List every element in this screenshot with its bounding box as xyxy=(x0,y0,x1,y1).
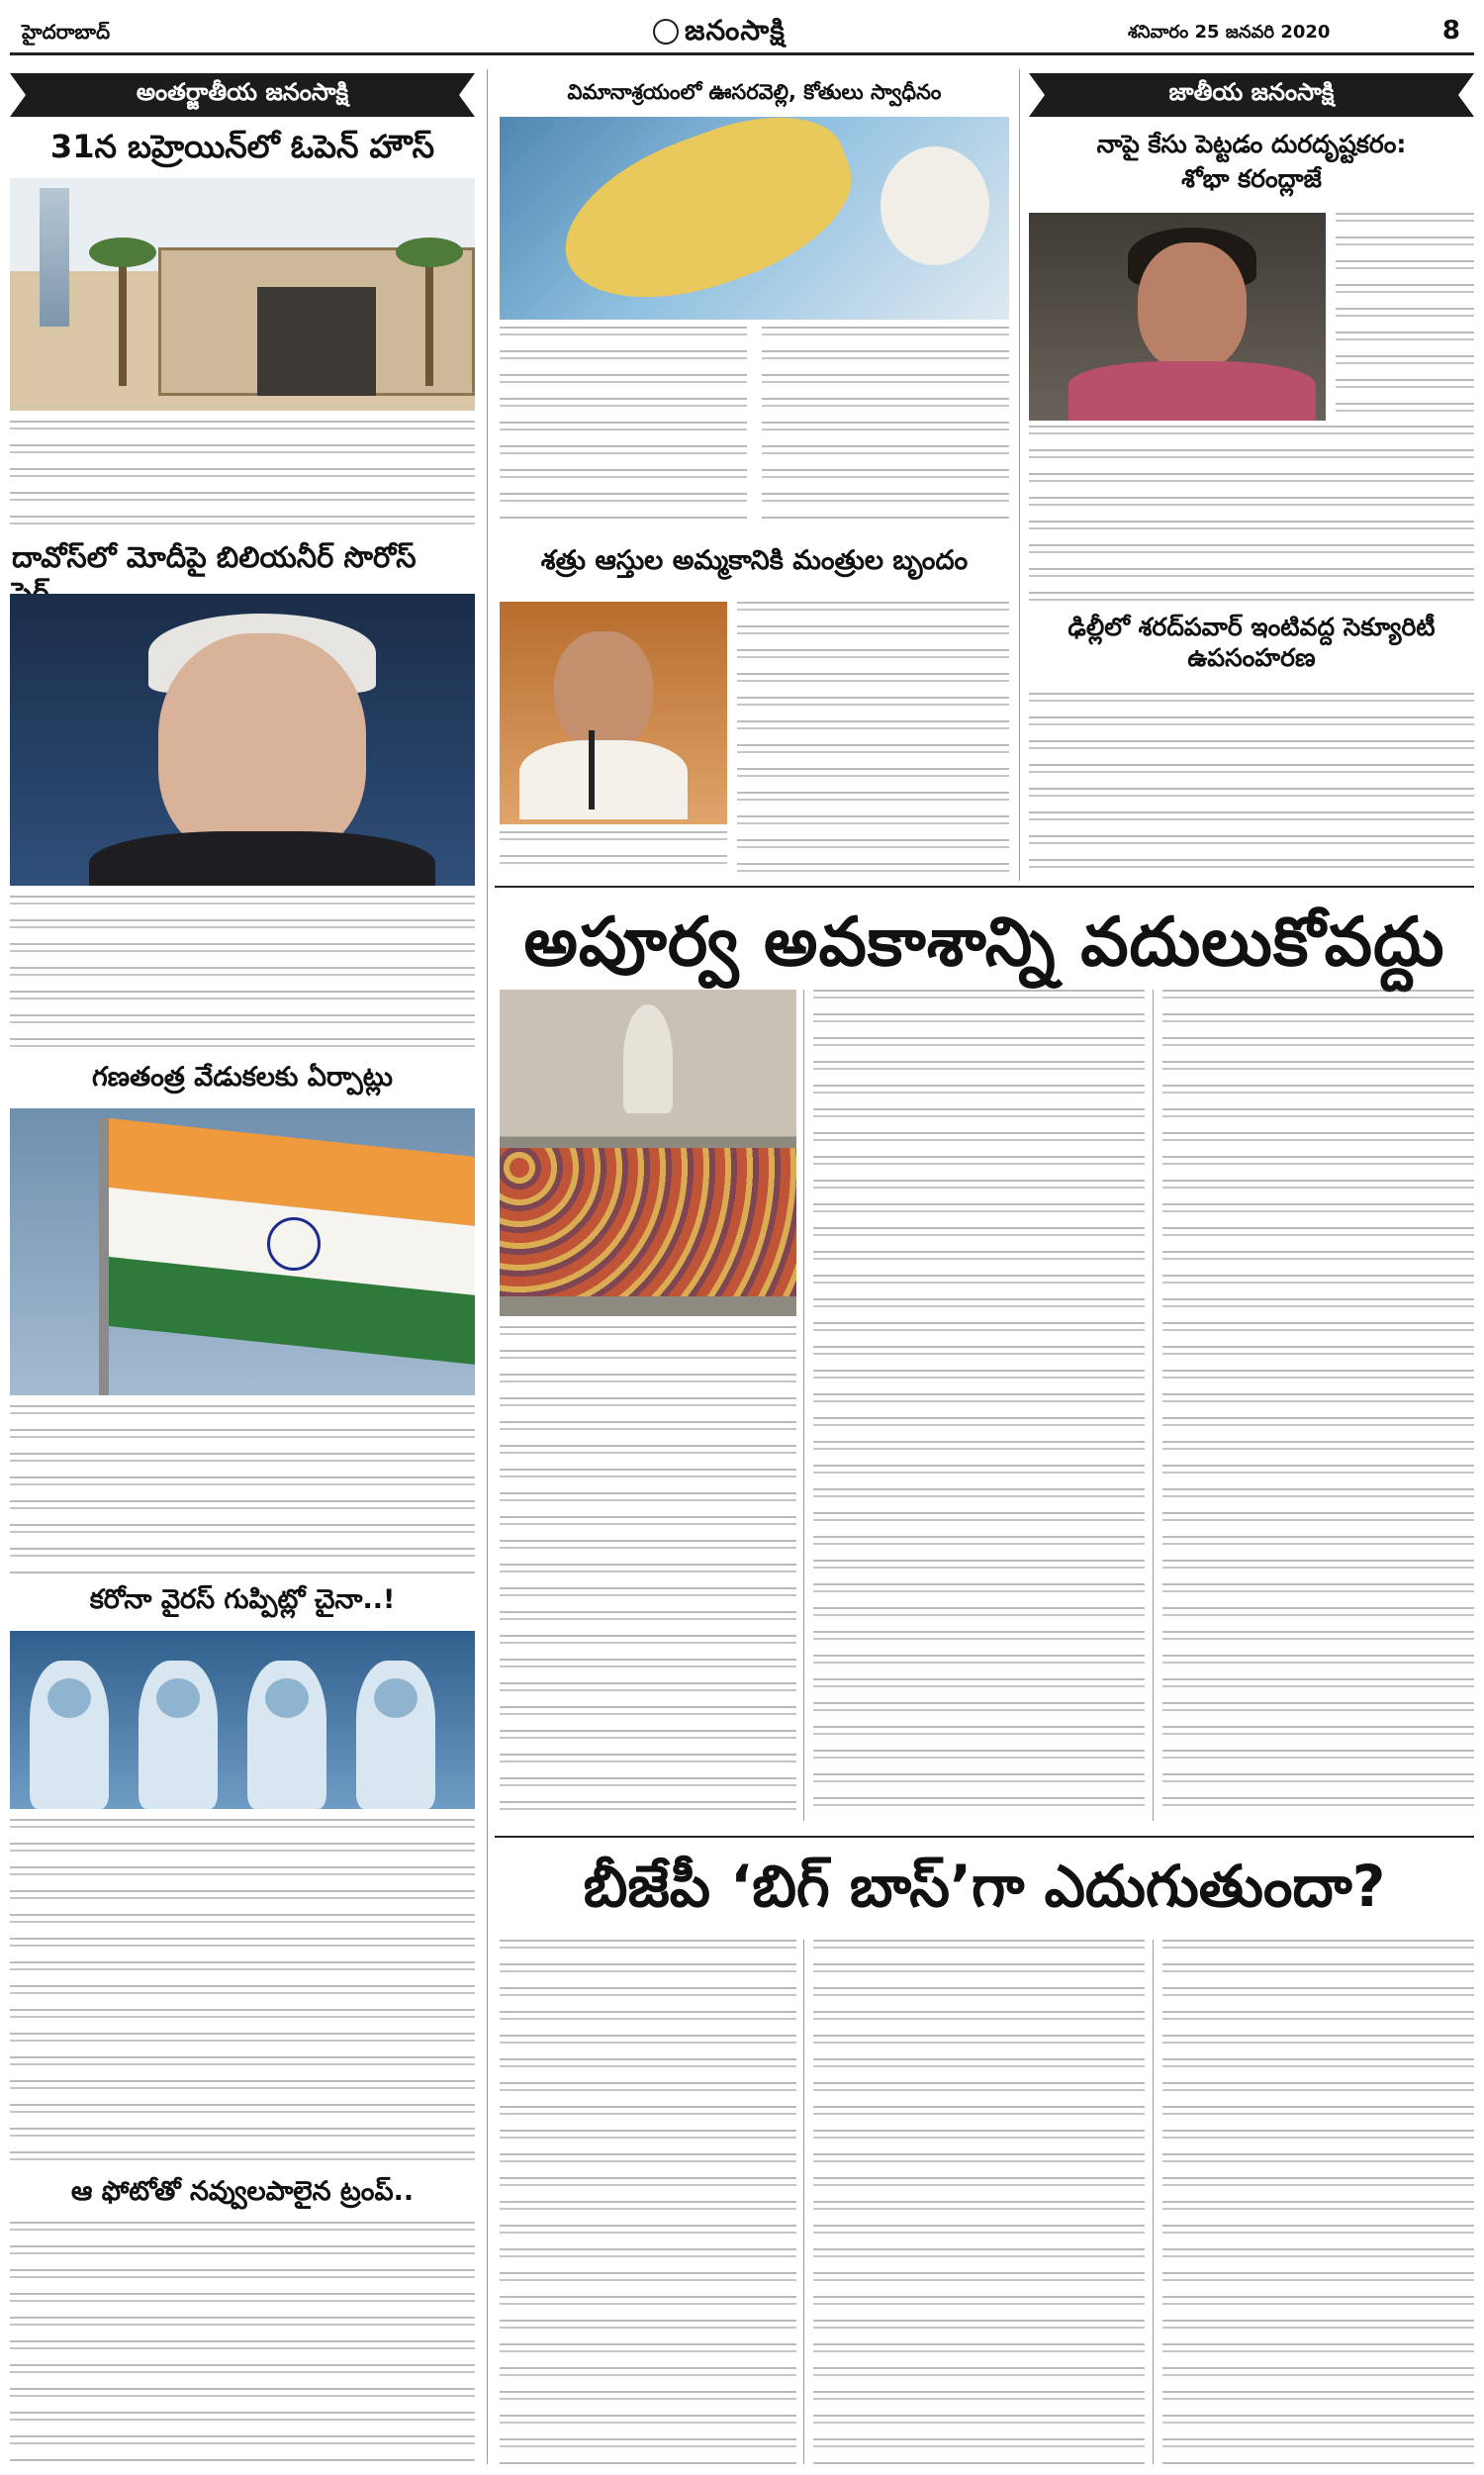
article-body xyxy=(813,1940,1145,2464)
headline-enemy-property: శత్రు ఆస్తుల అమ్మకానికి మంత్రుల బృందం xyxy=(540,545,969,576)
column-divider xyxy=(803,990,804,1821)
photo-amit-shah xyxy=(500,602,727,824)
headline-republic-day: గణతంత్ర వేడుకలకు ఏర్పాట్లు xyxy=(92,1062,393,1093)
edition-date: శనివారం 25 జనవరి 2020 xyxy=(1128,22,1331,43)
photo-iguana-monkey xyxy=(500,117,1009,320)
article-body xyxy=(10,2222,475,2464)
column-divider xyxy=(1153,990,1154,1821)
masthead xyxy=(653,14,786,53)
headline-sharad-pawar-security: ఢిల్లీలో శరద్‌పవార్‌ ఇంటివద్ద సెక్యూరిటీ ఉపసంహరణ xyxy=(1067,613,1436,673)
column-divider xyxy=(803,1940,804,2464)
ashoka-chakra-icon xyxy=(267,1217,321,1271)
headline-bjp-big-boss: బీజేపీ ‘బిగ్‌ బాస్‌’గా ఎదుగుతుందా? xyxy=(583,1853,1386,1920)
page-header xyxy=(10,10,1474,55)
section-label-text: అంతర్జాతీయ జనంసాక్షి xyxy=(136,78,349,106)
microphone-icon xyxy=(589,730,595,809)
article-body xyxy=(10,896,475,1049)
section-label-international xyxy=(10,73,475,117)
column-divider xyxy=(487,69,488,2464)
section-label-national xyxy=(1029,73,1474,117)
headline-davos-soros: దావోస్‌లో మోదీపై బిలియనీర్‌ సొరోస్‌ xyxy=(12,540,417,574)
section-label-text: జాతీయ జనంసాక్షి xyxy=(1168,78,1335,106)
article-body xyxy=(1162,990,1474,1821)
page-number: 8 xyxy=(1441,16,1460,46)
article-body xyxy=(500,831,727,879)
section-rule xyxy=(495,1836,1474,1838)
headline-airport-iguana: విమానాశ్రయంలో ఊసరవెల్లి, కోతులు స్వాధీనం xyxy=(567,80,942,104)
photo-george-soros xyxy=(10,594,475,886)
article-body xyxy=(10,1819,475,2165)
article-body xyxy=(10,1405,475,1573)
article-body xyxy=(500,327,747,520)
photo-amaravati-protest xyxy=(500,990,796,1316)
edition-city: హైదరాబాద్ xyxy=(22,20,111,44)
headline-trump-photo: ఆ ఫోటోతో నవ్వులపాలైన ట్రంప్‌.. xyxy=(70,2176,415,2207)
article-body xyxy=(1029,693,1474,879)
article-body xyxy=(1029,426,1474,604)
headline-lead: అపూర్వ అవకాశాన్ని వదులుకోవద్దు xyxy=(523,904,1445,982)
article-body xyxy=(1336,213,1474,421)
masthead-title: జనంసాక్షి xyxy=(685,14,786,47)
section-rule xyxy=(495,886,1474,888)
article-body xyxy=(10,421,475,531)
headline-shobha-name: శోభా కరంద్లాజే xyxy=(1181,164,1322,193)
masthead-logo-icon xyxy=(653,19,679,45)
photo-indian-flag xyxy=(10,1108,475,1395)
article-body xyxy=(762,327,1009,520)
photo-embassy-building xyxy=(10,178,475,411)
column-divider xyxy=(1019,69,1020,881)
photo-medical-staff xyxy=(10,1631,475,1809)
headline-shobha-case: నాపై కేసు పెట్టడం దురదృష్టకరం: xyxy=(1096,130,1407,158)
column-divider xyxy=(1153,1940,1154,2464)
article-body xyxy=(813,990,1145,1821)
article-body xyxy=(1162,1940,1474,2464)
headline-bahrain-open-house: 31న బహ్రెయిన్‌లో ఓపెన్‌ హౌస్‌ xyxy=(49,128,435,165)
article-body xyxy=(500,1940,796,2464)
article-body xyxy=(500,1326,796,1821)
headline-corona-china: కరోనా వైరస్‌ గుప్పిట్లో చైనా..! xyxy=(89,1584,396,1615)
article-body xyxy=(737,602,1009,879)
photo-shobha-karandlaje xyxy=(1029,213,1326,421)
